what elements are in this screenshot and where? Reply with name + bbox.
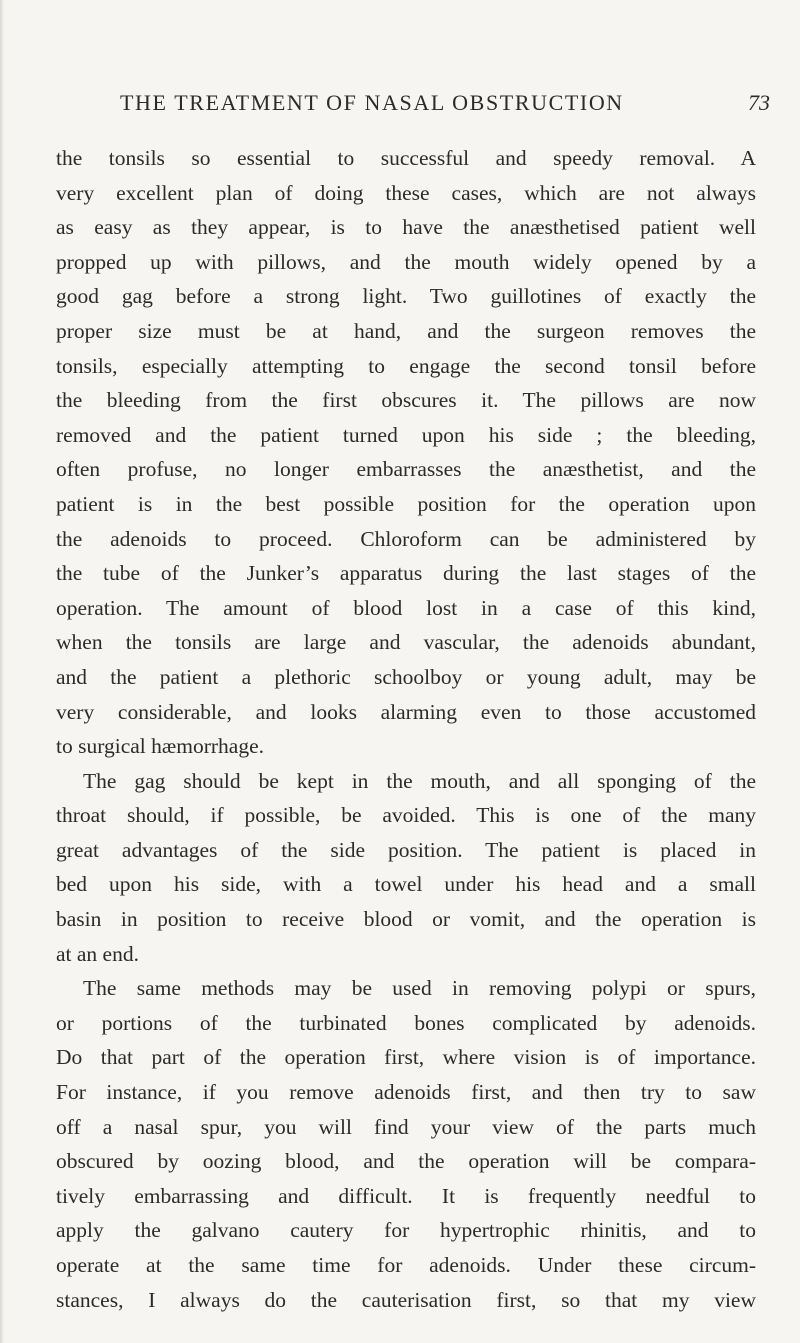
text-line: basin in position to receive blood or vomit, and the operation is bbox=[56, 907, 756, 932]
text-line: great advantages of the side position. The patient is placed in bbox=[56, 837, 756, 862]
text-line: very excellent plan of doing these cases, which are not always bbox=[56, 180, 756, 205]
running-title: THE TREATMENT OF NASAL OBSTRUCTION bbox=[120, 90, 624, 115]
text-line: often profuse, no longer embarrasses the anæsthetist, and the bbox=[56, 457, 756, 482]
text-line: operate at the same time for adenoids. Under these circum- bbox=[56, 1253, 756, 1277]
text-line: the tube of the Junker’s apparatus during the last stages of the bbox=[56, 561, 756, 586]
text-line: very considerable, and looks alarming even to those accustomed bbox=[56, 699, 756, 724]
text-line: propped up with pillows, and the mouth widely opened by a bbox=[56, 249, 756, 274]
text-line: when the tonsils are large and vascular, the adenoids abundant, bbox=[56, 630, 756, 655]
page-number: 73 bbox=[748, 90, 770, 115]
text-line: Do that part of the operation first, where vision is of importance. bbox=[56, 1045, 756, 1070]
text-line: to surgical hæmorrhage. bbox=[56, 734, 264, 759]
text-line: good gag before a strong light. Two guillotines of exactly the bbox=[56, 284, 756, 309]
text-line: off a nasal spur, you will find your view of the parts much bbox=[56, 1114, 756, 1139]
text-line: the tonsils so essential to successful and speedy removal. A bbox=[56, 146, 756, 170]
text-line: stances, I always do the cauterisation first, so that my view bbox=[56, 1287, 756, 1312]
text-line: obscured by oozing blood, and the operation will be compara- bbox=[56, 1149, 756, 1174]
text-line: tively embarrassing and difficult. It is frequently needful to bbox=[56, 1183, 756, 1208]
text-line: as easy as they appear, is to have the anæsthetised patient well bbox=[56, 215, 756, 240]
running-head bbox=[0, 90, 800, 120]
text-line: at an end. bbox=[56, 941, 139, 966]
text-line: The gag should be kept in the mouth, and all sponging of the bbox=[83, 768, 756, 793]
text-line: apply the galvano cautery for hypertrophic rhinitis, and to bbox=[56, 1218, 756, 1243]
page-edge-shadow bbox=[0, 0, 4, 1343]
text-line: proper size must be at hand, and the surgeon removes the bbox=[56, 318, 756, 343]
text-line: bed upon his side, with a towel under his head and a small bbox=[56, 872, 756, 897]
text-line: The same methods may be used in removing polypi or spurs, bbox=[83, 976, 756, 1001]
text-line: the bleeding from the first obscures it. The pillows are now bbox=[56, 388, 756, 413]
text-line: and the patient a plethoric schoolboy or young adult, may be bbox=[56, 664, 756, 689]
text-line: throat should, if possible, be avoided. This is one of the many bbox=[56, 803, 756, 828]
text-line: or portions of the turbinated bones complicated by adenoids. bbox=[56, 1010, 756, 1035]
text-line: patient is in the best possible position for the operation upon bbox=[56, 491, 756, 516]
body-text bbox=[56, 141, 756, 1317]
text-line: removed and the patient turned upon his side ; the bleeding, bbox=[56, 422, 756, 447]
text-line: For instance, if you remove adenoids first, and then try to saw bbox=[56, 1080, 756, 1105]
text-line: the adenoids to proceed. Chloroform can be administered by bbox=[56, 526, 756, 551]
text-line: operation. The amount of blood lost in a case of this kind, bbox=[56, 595, 756, 620]
text-line: tonsils, especially attempting to engage the second tonsil before bbox=[56, 353, 756, 378]
